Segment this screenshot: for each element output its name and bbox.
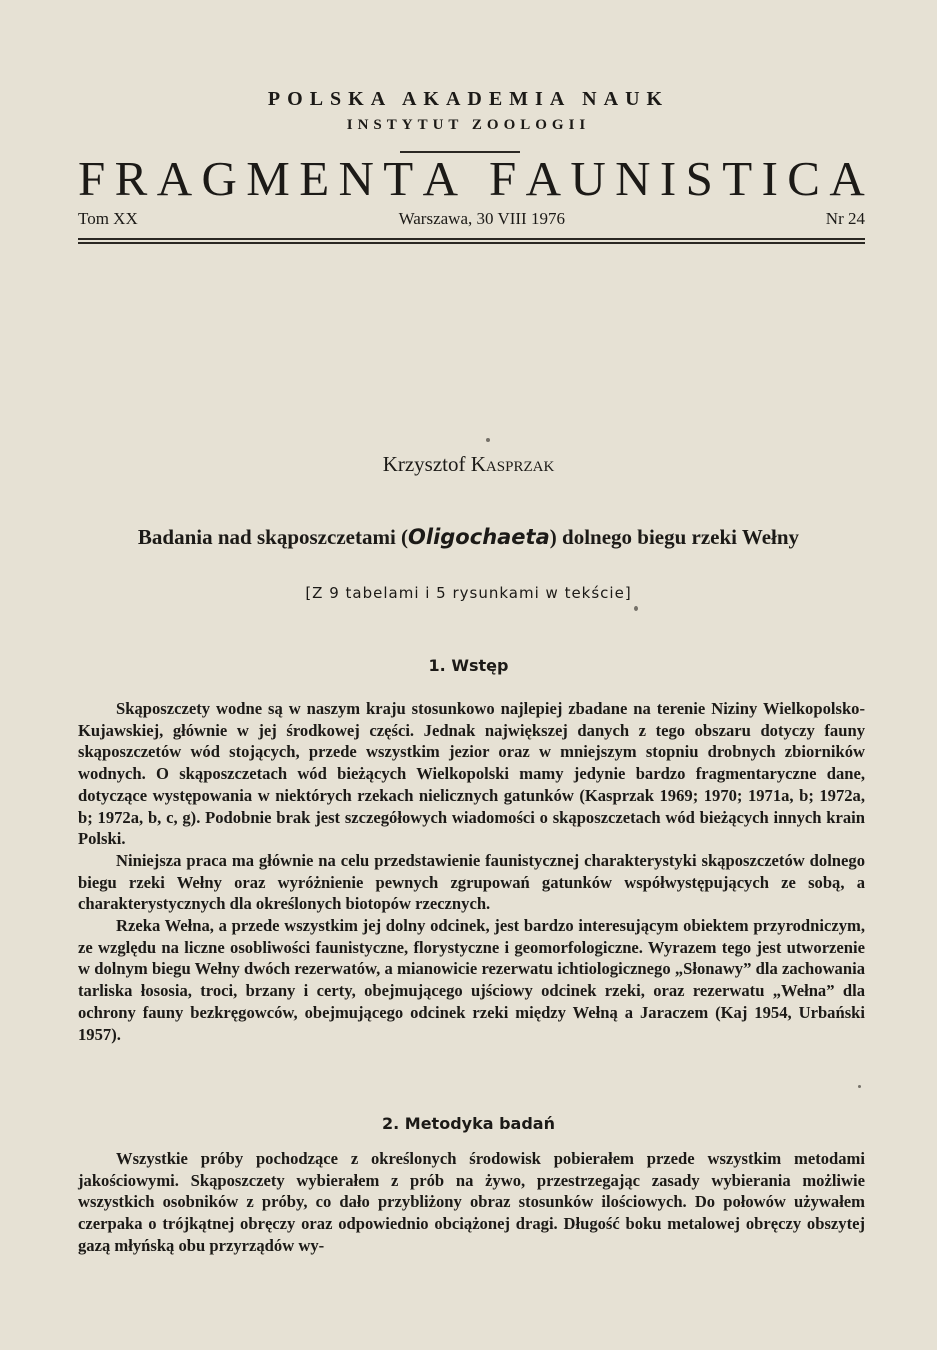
paragraph: Niniejsza praca ma głównie na celu przedstawienie faunistycznej charakterystyki skąposzczetów dolnego biegu rzeki Wełny oraz wyróżnienie pewnych zgrupowań gatunków współwystępujących ze sobą, a charakterystycznych dla określonych biotopów rzecznych. <box>78 850 865 914</box>
paragraph: Skąposzczety wodne są w naszym kraju stosunkowo najlepiej zbadane na terenie Niziny Wielkopolsko-Kujawskiej, głównie w jej środkowej części. Jednak największej danych z tego obszaru dotyczy fauny skąposzczetów wód stojących, przede wszystkim jezior oraz w mniejszym stopniu drobnych zbiorników wodnych. O skąposzczetach wód bieżących Wielkopolski mamy jedynie bardzo fragmentaryczne dane, dotyczące występowania w niektórych rzekach nielicznych gatunków (Kasprzak 1969; 1970; 1971a, b; 1972a, b; 1972a, b, c, g). Podobnie brak jest szczegółowych wiadomości o skąposzczetach wód bieżących innych krain Polski. <box>78 699 865 849</box>
journal-title <box>78 150 865 207</box>
article-title <box>0 525 937 550</box>
section-heading-introduction: 1. Wstęp <box>428 656 509 675</box>
journal-title-letter: C <box>787 151 820 206</box>
author-last-name: Kasprzak <box>470 452 555 476</box>
print-speck <box>486 438 490 442</box>
journal-title-letter: T <box>383 151 414 206</box>
journal-title-letter: F <box>78 151 106 206</box>
print-speck <box>858 1085 861 1088</box>
journal-title-letter: G <box>201 151 237 206</box>
author-first-name: Krzysztof <box>382 452 466 476</box>
issue-number: Nr 24 <box>825 209 865 228</box>
place-date: Warszawa, 30 VIII 1976 <box>398 209 565 228</box>
journal-title-letter: F <box>488 151 517 206</box>
journal-title-letter: T <box>722 151 753 206</box>
title-taxon: Oligochaeta <box>408 525 550 549</box>
volume-label: Tom XX <box>78 209 138 228</box>
issue-meta <box>78 209 865 229</box>
methods-text <box>78 1148 865 1257</box>
title-part-1: Badania nad skąposzczetami ( <box>137 525 409 549</box>
academy-name: POLSKA AKADEMIA NAUK <box>267 88 670 110</box>
journal-title-letter: N <box>338 151 374 206</box>
paragraph: Wszystkie próby pochodzące z określonych środowisk pobierałem przede wszystkim metodami jakościowymi. Skąposzczety wybierałem z prób na żywo, przestrzegając zasady wybierania możliwie wszystkich osobników z próby, co dało przybliżony obraz stosunków ilościowych. Do połowów używałem czerpaka o trójkątnej obręczy oraz odpowiednio obciążonej dragi. Długość boku metalowej obręczy obszytej gazą młyńską obu przyrządów wy- <box>78 1149 865 1255</box>
journal-title-letter: A <box>156 151 193 206</box>
journal-title-letter: S <box>685 151 713 206</box>
title-part-2: ) dolnego biegu rzeki Wełny <box>549 525 800 549</box>
journal-title-letter: U <box>570 151 606 206</box>
article-author <box>0 452 937 477</box>
journal-title-letter <box>467 150 479 207</box>
introduction-text <box>78 698 865 1045</box>
journal-title-letter: E <box>299 151 330 206</box>
institute-name: INSTYTUT ZOOLOGII <box>346 117 591 133</box>
journal-title-letter: M <box>246 151 290 206</box>
journal-title-letter: A <box>829 151 865 206</box>
print-speck <box>634 606 638 611</box>
masthead-double-rule <box>78 238 865 244</box>
journal-title-letter: I <box>659 151 677 206</box>
journal-title-letter: A <box>422 151 458 206</box>
tables-note: [Z 9 tabelami i 5 rysunkami w tekście] <box>305 584 632 602</box>
paragraph: Rzeka Wełna, a przede wszystkim jej dolny odcinek, jest bardzo interesującym obiektem przyrodniczym, ze względu na liczne osobliwości faunistyczne, florystyczne i geomorfologiczne. Wyrazem tego jest utworzenie w dolnym biegu Wełny dwóch rezerwatów, a mianowicie rezerwatu ichtiologicznego „Słonawy” dla zachowania tarliska łososia, troci, brzany i certy, obejmującego ujściowy odcinek rzeki, oraz rezerwatu „Wełna” dla ochrony fauny bezkręgowców, obejmującego odcinek rzeki między Wełną a Jaraczem (Kaj 1954, Urbański 1957). <box>78 916 865 1044</box>
journal-title-letter: I <box>761 151 778 206</box>
journal-title-letter: R <box>114 151 148 206</box>
journal-title-letter: A <box>525 151 561 206</box>
journal-title-letter: N <box>615 151 651 206</box>
section-heading-methods: 2. Metodyka badań <box>382 1114 555 1133</box>
